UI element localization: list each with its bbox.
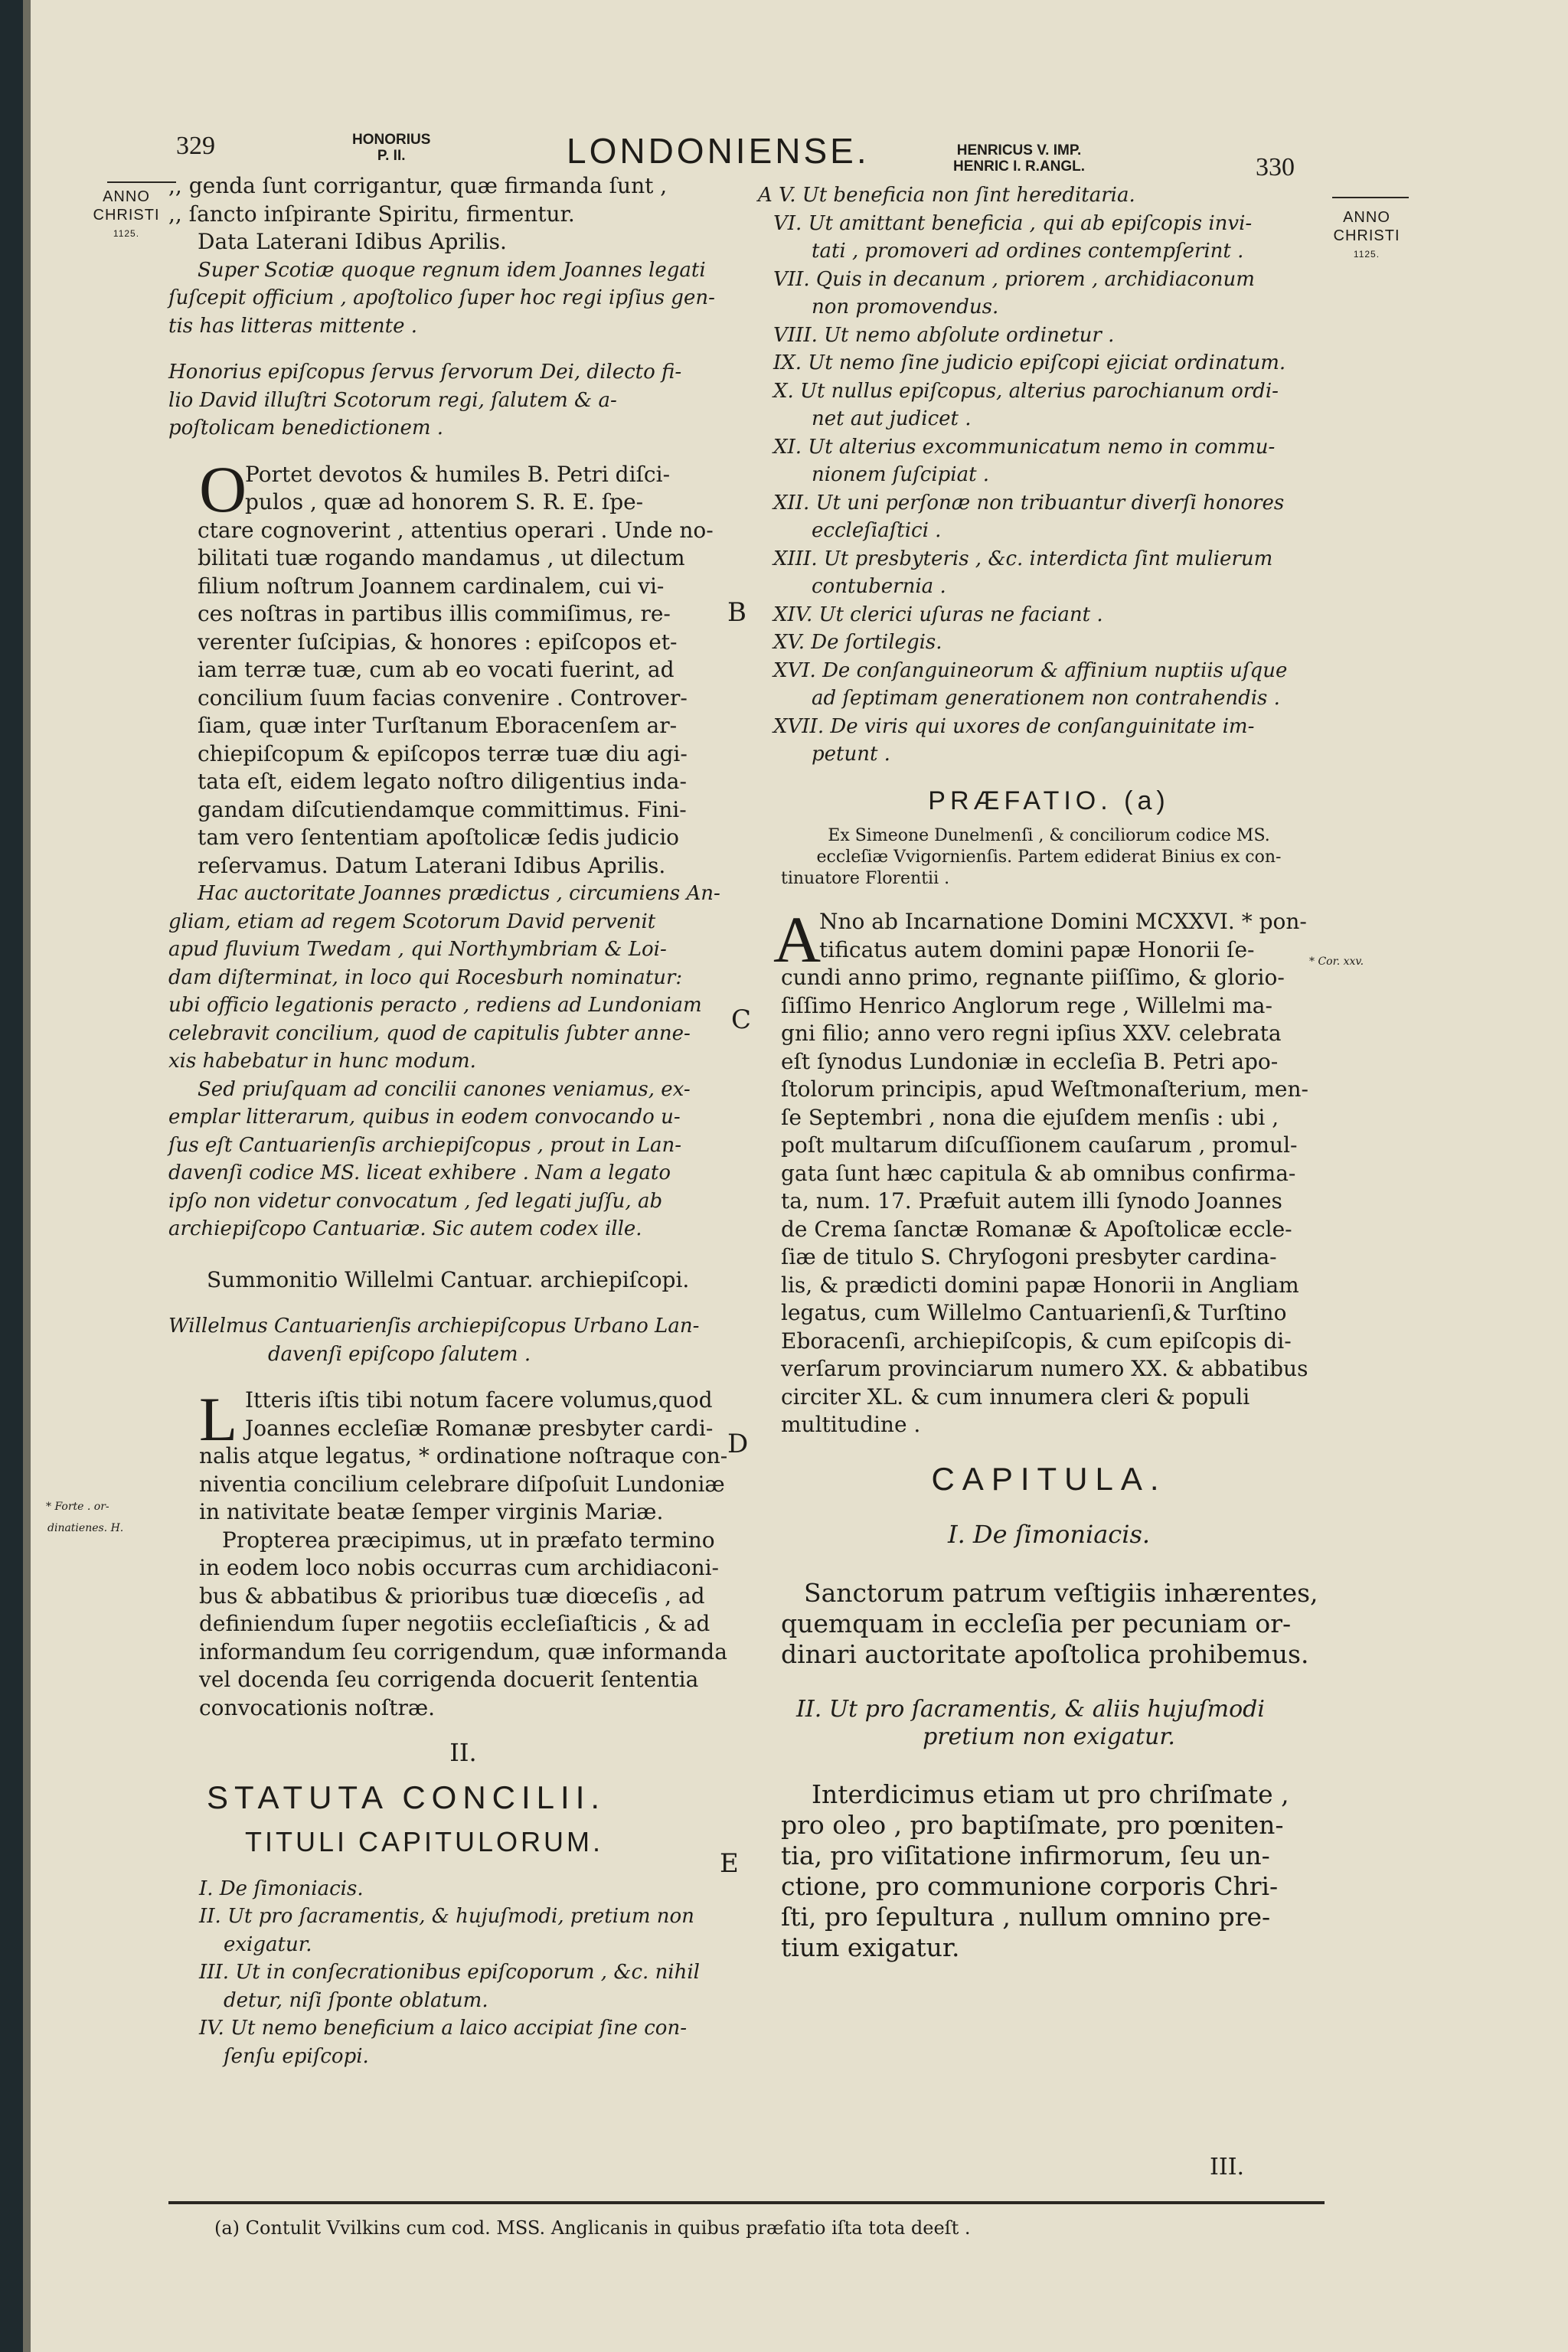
text-line: vel docenda ſeu corrigenda docuerit ſententia — [199, 1667, 699, 1692]
text-line: verenter ſuſcipias, & honores : epiſcopos et- — [198, 629, 678, 655]
chapter-title: pretium non exigatur. — [923, 1723, 1175, 1750]
section-letter-b: B — [727, 597, 746, 628]
footnote-rule — [168, 2201, 1325, 2204]
text-line: verſarum provinciarum numero XX. & abbatibus — [781, 1356, 1308, 1381]
title-item: petunt . — [812, 743, 890, 766]
text-line: Joannes eccleſiæ Romanæ presbyter cardi- — [245, 1415, 714, 1441]
runner-right-line2: HENRIC I. R.ANGL. — [953, 158, 1086, 175]
text-line: ta, num. 17. Præfuit autem illi ſynodo Joannes — [781, 1188, 1282, 1214]
title-item: tati , promoveri ad ordines contempſerint . — [812, 240, 1244, 263]
text-line: poſt multarum diſcuſſionem cauſarum , promul- — [781, 1132, 1298, 1158]
title-item: VIII. Ut nemo abſolute ordinetur . — [773, 323, 1115, 347]
text-line: ſuſcepit officium , apoſtolico ſuper hoc regi ipſius gen- — [168, 286, 715, 309]
text-line: tificatus autem domini papæ Honorii ſe- — [819, 936, 1255, 962]
text-line: bus & abbatibus & prioribus tuæ diœceſis , ad — [199, 1583, 705, 1609]
text-line: Nno ab Incarnatione Domini MCXXVI. * pon- — [819, 909, 1307, 934]
text-line: Sed priuſquam ad concilii canones veniamus, ex- — [198, 1077, 691, 1101]
text-line: tis has litteras mittente . — [168, 314, 418, 338]
text-line: ſus eſt Cantuarienſis archiepiſcopus , prout in Lan- — [168, 1133, 682, 1157]
capitula-heading: CAPITULA. — [931, 1460, 1167, 1497]
text-line: legatus, cum Willelmo Cantuarienſi,& Turſtino — [781, 1300, 1287, 1325]
title-item: detur, niſi ſponte oblatum. — [224, 1988, 488, 2012]
text-line: iam terræ tuæ, cum ab eo vocati fuerint, ad — [198, 657, 675, 682]
text-line: Willelmus Cantuarienſis archiepiſcopus Urbano Lan- — [168, 1315, 700, 1338]
text-line: ctare cognoverint , attentius operari . Unde no- — [198, 517, 714, 543]
text-line: tata eſt, eidem legato noſtro diligentius inda- — [198, 769, 687, 794]
text-line: ſe Septembri , nona die ejuſdem menſis : ubi , — [781, 1104, 1279, 1130]
book-binding-edge — [23, 0, 31, 2352]
text-line: in nativitate beatæ ſemper virginis Mariæ. — [199, 1499, 664, 1524]
text-line: ſiæ de titulo S. Chryſogoni presbyter cardina- — [781, 1244, 1277, 1269]
section-letter-c: C — [731, 1004, 752, 1035]
text-line: tia, pro viſitatione infirmorum, ſeu un- — [781, 1840, 1270, 1870]
text-line: tam vero ſententiam apoſtolicæ ſedis judicio — [198, 825, 680, 850]
text-line: ſtolorum principis, apud Weſtmonaſterium, men- — [781, 1076, 1308, 1102]
left-column — [168, 172, 758, 2070]
drop-cap-a: A — [773, 903, 822, 976]
text-line: pulos , quæ ad honorem S. R. E. ſpe- — [245, 489, 644, 514]
text-line: tium exigatur. — [781, 1932, 960, 1962]
title-item: VI. Ut amittant beneficia , qui ab epiſcopis invi- — [773, 211, 1253, 235]
side-rule-right — [1332, 197, 1409, 198]
drop-cap-o: O — [199, 452, 247, 526]
section-number: II. — [449, 1738, 477, 1767]
text-line: dam diſterminat, in loco qui Rocesburh nominatur: — [168, 965, 683, 989]
title-item: non promovendus. — [812, 296, 999, 318]
text-line: archiepiſcopo Cantuariæ. Sic autem codex ille. — [168, 1217, 642, 1240]
text-line: reſervamus. Datum Laterani Idibus Aprilis. — [198, 852, 666, 878]
source-note: eccleſiæ Vvigornienſis. Partem ediderat Binius ex con- — [816, 848, 1282, 867]
text-line: Sanctorum patrum veſtigiis inhærentes, — [804, 1577, 1318, 1608]
text-line: ces noſtras in partibus illis commiſimus, re- — [198, 601, 671, 626]
text-line: chiepiſcopum & epiſcopos terræ tuæ diu agi- — [198, 740, 688, 766]
text-line: Hac auctoritate Joannes prædictus , circumiens An- — [198, 882, 720, 905]
source-note: tinuatore Florentii . — [781, 869, 950, 888]
text-line: convocationis noſtræ. — [199, 1694, 436, 1720]
text-line: ſiſſimo Henrico Anglorum rege , Willelmi ma- — [781, 992, 1272, 1018]
text-line: pro oleo , pro baptiſmate, pro pœniten- — [781, 1809, 1284, 1840]
text-line: circiter XL. & cum innumera cleri & populi — [781, 1383, 1250, 1410]
title-item: I. De ſimoniacis. — [199, 1877, 364, 1900]
year-label: 1125. — [113, 228, 140, 239]
anno-label: ANNO — [103, 188, 150, 205]
runner-right-line1: HENRICUS V. IMP. — [956, 142, 1082, 158]
chapter-title: I. De ſimoniacis. — [947, 1520, 1151, 1549]
text-line: Honorius epiſcopus ſervus ſervorum Dei, dilecto fi- — [168, 361, 682, 384]
christi-label: CHRISTI — [93, 207, 160, 224]
text-line: ipſo non videtur convocatum , ſed legati juſſu, ab — [168, 1189, 663, 1213]
title-item: XII. Ut uni perſonæ non tribuantur diverſi honores — [773, 491, 1285, 514]
statuta-heading: STATUTA CONCILII. — [207, 1779, 606, 1815]
text-line: nalis atque legatus, * ordinatione noſtraque con- — [199, 1443, 728, 1468]
section-letter-d: D — [727, 1429, 749, 1459]
text-line: informandum ſeu corrigendum, quæ informanda — [199, 1638, 727, 1664]
running-head-left — [352, 132, 430, 164]
text-line: dinari auctoritate apoſtolica prohibemus. — [781, 1638, 1309, 1669]
title-item: nionem ſuſcipiat . — [812, 463, 990, 486]
text-line: de Crema ſanctæ Romanæ & Apoſtolicæ eccle- — [781, 1216, 1292, 1242]
footnote: (a) Contulit Vvilkins cum cod. MSS. Anglicanis in quibus præfatio iſta tota deeſt . — [214, 2217, 971, 2239]
text-line: gliam, etiam ad regem Scotorum David pervenit — [168, 910, 656, 933]
side-annotation-left — [77, 188, 176, 243]
title-item: A V. Ut beneficia non ſint hereditaria. — [758, 184, 1135, 207]
text-line: davenſi epiſcopo ſalutem . — [268, 1342, 531, 1366]
text-line: celebravit concilium, quod de capitulis ſubter anne- — [168, 1021, 691, 1045]
drop-cap-l: L — [199, 1384, 238, 1454]
section-letter-e: E — [720, 1848, 739, 1879]
margin-note-forte-2: dinatienes. H. — [47, 1522, 124, 1534]
book-page — [31, 0, 1568, 2352]
running-head-right — [953, 142, 1085, 175]
text-line: filium noſtrum Joannem cardinalem, cui vi- — [198, 573, 665, 599]
title-item: net aut judicet . — [812, 407, 972, 430]
title-item: ſenſu epiſcopi. — [224, 2044, 369, 2068]
text-line: eſt ſynodus Lundoniæ in eccleſia B. Petri apo- — [781, 1048, 1279, 1074]
text-line: lio David illuſtri Scotorum regi, ſalutem & a- — [168, 388, 617, 412]
text-line: ſiam, quæ inter Turſtanum Eboracenſem ar- — [198, 713, 678, 738]
catchword: III. — [1210, 2154, 1245, 2180]
title-item: II. Ut pro ſacramentis, & hujuſmodi, pretium non — [199, 1905, 694, 1928]
text-line: gni filio; anno vero regni ipſius XXV. celebrata — [781, 1021, 1282, 1046]
text-line: Interdicimus etiam ut pro chriſmate , — [812, 1779, 1289, 1809]
runner-left-line2: P. II. — [377, 148, 406, 164]
source-note: Ex Simeone Dunelmenſi , & conciliorum codice MS. — [828, 826, 1270, 845]
title-item: X. Ut nullus epiſcopus, alterius parochianum ordi- — [773, 379, 1279, 403]
runner-left-line1: HONORIUS — [352, 132, 431, 148]
book-spine-edge — [0, 0, 23, 2352]
text-line: cundi anno primo, regnante piiſſimo, & glorio- — [781, 965, 1285, 990]
title-item: XVI. De conſanguineorum & affinium nuptiis uſque — [773, 658, 1288, 682]
text-line: ,, genda ſunt corrigantur, quæ firmanda ſunt , — [168, 173, 668, 198]
text-line: emplar litterarum, quibus in eodem convocando u- — [168, 1106, 681, 1129]
text-line: multitudine . — [781, 1412, 921, 1437]
text-line: xis habebatur in hunc modum. — [168, 1050, 476, 1073]
side-rule-left — [107, 181, 176, 183]
tituli-heading: TITULI CAPITULORUM. — [245, 1826, 604, 1857]
title-item: XV. De ſortilegis. — [773, 631, 942, 654]
margin-note-cor: * Cor. xxv. — [1309, 956, 1364, 968]
christi-label: CHRISTI — [1333, 227, 1400, 244]
title-item: XIV. Ut clerici uſuras ne faciant . — [773, 603, 1103, 626]
title-item: contubernia . — [812, 575, 946, 598]
text-line: ſti, pro ſepultura , nullum omnino pre- — [781, 1901, 1271, 1932]
text-line: gandam diſcutiendamque committimus. Fini- — [198, 796, 687, 822]
text-line: gata ſunt hæc capitula & ab omnibus confirma- — [781, 1160, 1296, 1186]
text-line: ctione, pro communione corporis Chri- — [781, 1870, 1279, 1901]
page-number-left: 329 — [176, 132, 215, 160]
title-item: exigatur. — [224, 1932, 312, 1956]
title-item: eccleſiaſtici . — [812, 519, 942, 542]
text-line: definiendum ſuper negotiis eccleſiaſticis , & ad — [199, 1611, 710, 1636]
title-item: XVII. De viris qui uxores de conſanguinitate im- — [773, 714, 1255, 738]
text-line: davenſi codice MS. liceat exhibere . Nam a legato — [168, 1161, 671, 1184]
text-line: Data Laterani Idibus Aprilis. — [198, 229, 507, 254]
text-line: Super Scotiæ quoque regnum idem Joannes legati — [198, 258, 706, 282]
text-line: lis, & prædicti domini papæ Honorii in Angliam — [781, 1272, 1299, 1298]
margin-note-forte: * Forte . or- — [46, 1501, 109, 1513]
text-line: concilium ſuum facias convenire . Controver- — [198, 684, 688, 710]
text-line: niventia concilium celebrare diſpoſuit Lundoniæ — [199, 1471, 725, 1497]
text-line: apud fluvium Twedam , qui Northymbriam & Loi- — [168, 938, 667, 961]
title-item: IV. Ut nemo beneficium a laico accipiat ſine con- — [199, 2017, 687, 2040]
title-item: ad ſeptimam generationem non contrahendis . — [812, 687, 1280, 710]
title-item: XIII. Ut presbyteris , &c. interdicta ſint mulierum — [773, 547, 1273, 570]
text-line: bilitati tuæ rogando mandamus , ut dilectum — [198, 545, 685, 570]
anno-label: ANNO — [1343, 209, 1390, 226]
summonitio-heading: Summonitio Willelmi Cantuar. archiepiſcopi. — [207, 1266, 690, 1292]
text-line: poſtolicam benedictionem . — [168, 416, 444, 439]
page-number-right: 330 — [1256, 153, 1295, 181]
praefatio-heading: PRÆFATIO. (a) — [928, 786, 1170, 815]
text-line: Itteris iſtis tibi notum facere volumus,quod — [245, 1387, 713, 1413]
text-line: in eodem loco nobis occurras cum archidiaconi- — [199, 1555, 720, 1580]
text-line: Eboracenſi, archiepiſcopis, & cum epiſcopis di- — [781, 1328, 1292, 1354]
title-item: III. Ut in conſecrationibus epiſcoporum , &c. nihil — [199, 1961, 700, 1984]
title-item: VII. Quis in decanum , priorem , archidiaconum — [773, 267, 1255, 291]
text-line: ubi officio legationis peracto , rediens ad Lundoniam — [168, 994, 702, 1017]
text-line: ,, ſancto inſpirante Spiritu, firmentur. — [168, 201, 575, 227]
chapter-title: II. Ut pro ſacramentis, & aliis hujuſmodi — [796, 1695, 1265, 1723]
text-line: Propterea præcipimus, ut in præfato termino — [222, 1527, 715, 1553]
title-item: IX. Ut nemo ſine judicio epiſcopi ejiciat ordinatum. — [773, 351, 1286, 374]
right-column — [758, 181, 1340, 1963]
page-title: LONDONIENSE. — [567, 131, 870, 171]
year-label: 1125. — [1353, 249, 1380, 260]
title-item: XI. Ut alterius excommunicatum nemo in commu- — [773, 435, 1276, 459]
text-line: quemquam in eccleſia per pecuniam or- — [781, 1608, 1292, 1638]
text-line: Portet devotos & humiles B. Petri diſci- — [245, 461, 671, 487]
